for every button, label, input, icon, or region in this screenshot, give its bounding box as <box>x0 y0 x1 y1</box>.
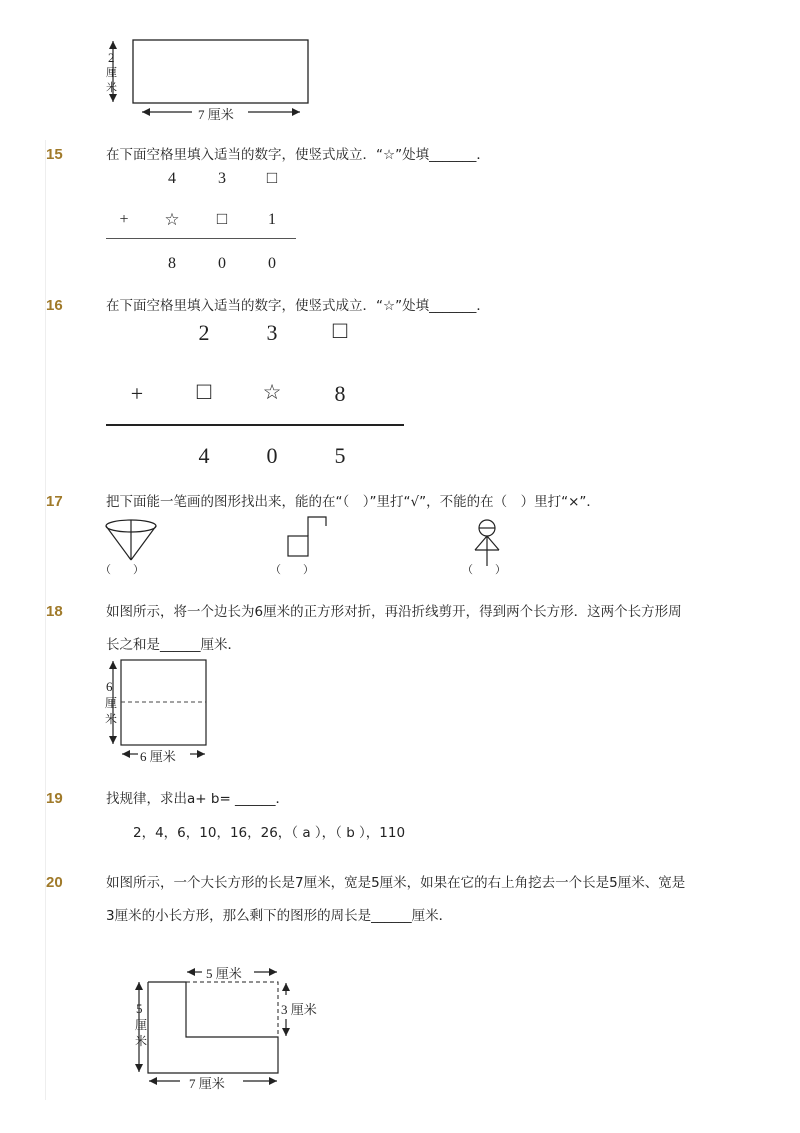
q20-bottom-label: 7 厘米 <box>189 1076 225 1091</box>
q18-side-num: 6 <box>106 679 113 694</box>
q16-r1-c2: 3 <box>266 320 278 345</box>
top-width-label: 7 厘米 <box>198 107 234 122</box>
q20-text-line2: 3厘米的小长方形，那么剩下的图形的周长是______厘米． <box>106 908 453 924</box>
q15-r1-c1: 4 <box>168 170 176 187</box>
q15-r1-c3: □ <box>266 168 278 187</box>
q18-side-unit1: 厘 <box>105 696 118 710</box>
q15-r2-c0: + <box>119 211 129 228</box>
top-height-label-unit1: 厘 <box>106 67 117 79</box>
q18-bottom-label: 6 厘米 <box>140 749 176 764</box>
q18-text-line2: 长之和是______厘米． <box>106 637 241 653</box>
q17-answer-slot-3[interactable]: （ ） <box>462 563 506 576</box>
q16-r2-c1: □ <box>196 379 212 405</box>
q17-text: 把下面能一笔画的图形找出来，能的在“（ ）”里打“√”，不能的在（ ）里打“×”． <box>106 494 600 510</box>
q17-square-step-figure <box>285 515 335 560</box>
q17-cone-figure <box>104 518 164 563</box>
q18-text-line1: 如图所示，将一个边长为6厘米的正方形对折，再沿折线剪开，得到两个长方形．这两个长方形周 <box>106 604 682 620</box>
q20-left-unit2: 米 <box>135 1034 148 1048</box>
q20-top-label: 5 厘米 <box>206 966 242 981</box>
q15-text: 在下面空格里填入适当的数字，使竖式成立．“☆”处填_______． <box>106 147 490 163</box>
q20-left-unit1: 厘 <box>135 1018 148 1032</box>
q17-number: 17 <box>46 493 63 510</box>
top-height-label-unit2: 米 <box>106 82 117 94</box>
q15-sum-line <box>106 238 296 239</box>
q15-r3-c3: 0 <box>268 255 276 272</box>
q17-answer-slot-2[interactable]: （ ） <box>270 563 314 576</box>
q16-r3-c2: 0 <box>266 443 278 468</box>
q20-number: 20 <box>46 874 63 891</box>
q15-r3-c1: 8 <box>168 255 176 272</box>
q16-r2-c2: ☆ <box>262 380 282 404</box>
q16-r2-c3: 8 <box>334 381 346 406</box>
q15-r3-c2: 0 <box>218 255 226 272</box>
q16-number: 16 <box>46 297 63 314</box>
q16-r3-c1: 4 <box>198 443 210 468</box>
q16-r1-c1: 2 <box>198 320 210 345</box>
q19-text: 找规律，求出a+ b= ______． <box>106 791 290 807</box>
q20-left-num: 5 <box>136 1001 143 1016</box>
q15-r1-c2: 3 <box>218 170 226 187</box>
q20-text-line1: 如图所示，一个大长方形的长是7厘米，宽是5厘米，如果在它的右上角挖去一个长是5厘米、宽是 <box>106 875 686 891</box>
q16-sum-line <box>106 424 404 426</box>
q19-sequence: 2，4，6，10，16，26，（ a ），（ b ），110 <box>133 825 406 841</box>
q18-side-unit2: 米 <box>105 712 118 726</box>
q17-answer-slot-1[interactable]: （ ） <box>100 563 144 576</box>
q16-r3-c3: 5 <box>334 443 346 468</box>
q15-number: 15 <box>46 146 63 163</box>
q16-text: 在下面空格里填入适当的数字，使竖式成立．“☆”处填_______． <box>106 298 490 314</box>
q15-r2-c3: 1 <box>268 211 276 228</box>
q20-l-shape-figure <box>130 965 330 1090</box>
q16-r1-c3: □ <box>332 318 348 344</box>
q18-number: 18 <box>46 603 63 620</box>
q15-r2-c1: ☆ <box>164 210 180 229</box>
q15-r2-c2: □ <box>216 209 228 228</box>
q20-right-label: 3 厘米 <box>281 1002 317 1017</box>
top-height-label-num: 2 <box>108 50 115 65</box>
q16-r2-c0: + <box>130 381 144 406</box>
left-rule <box>45 140 46 1100</box>
q19-number: 19 <box>46 790 63 807</box>
